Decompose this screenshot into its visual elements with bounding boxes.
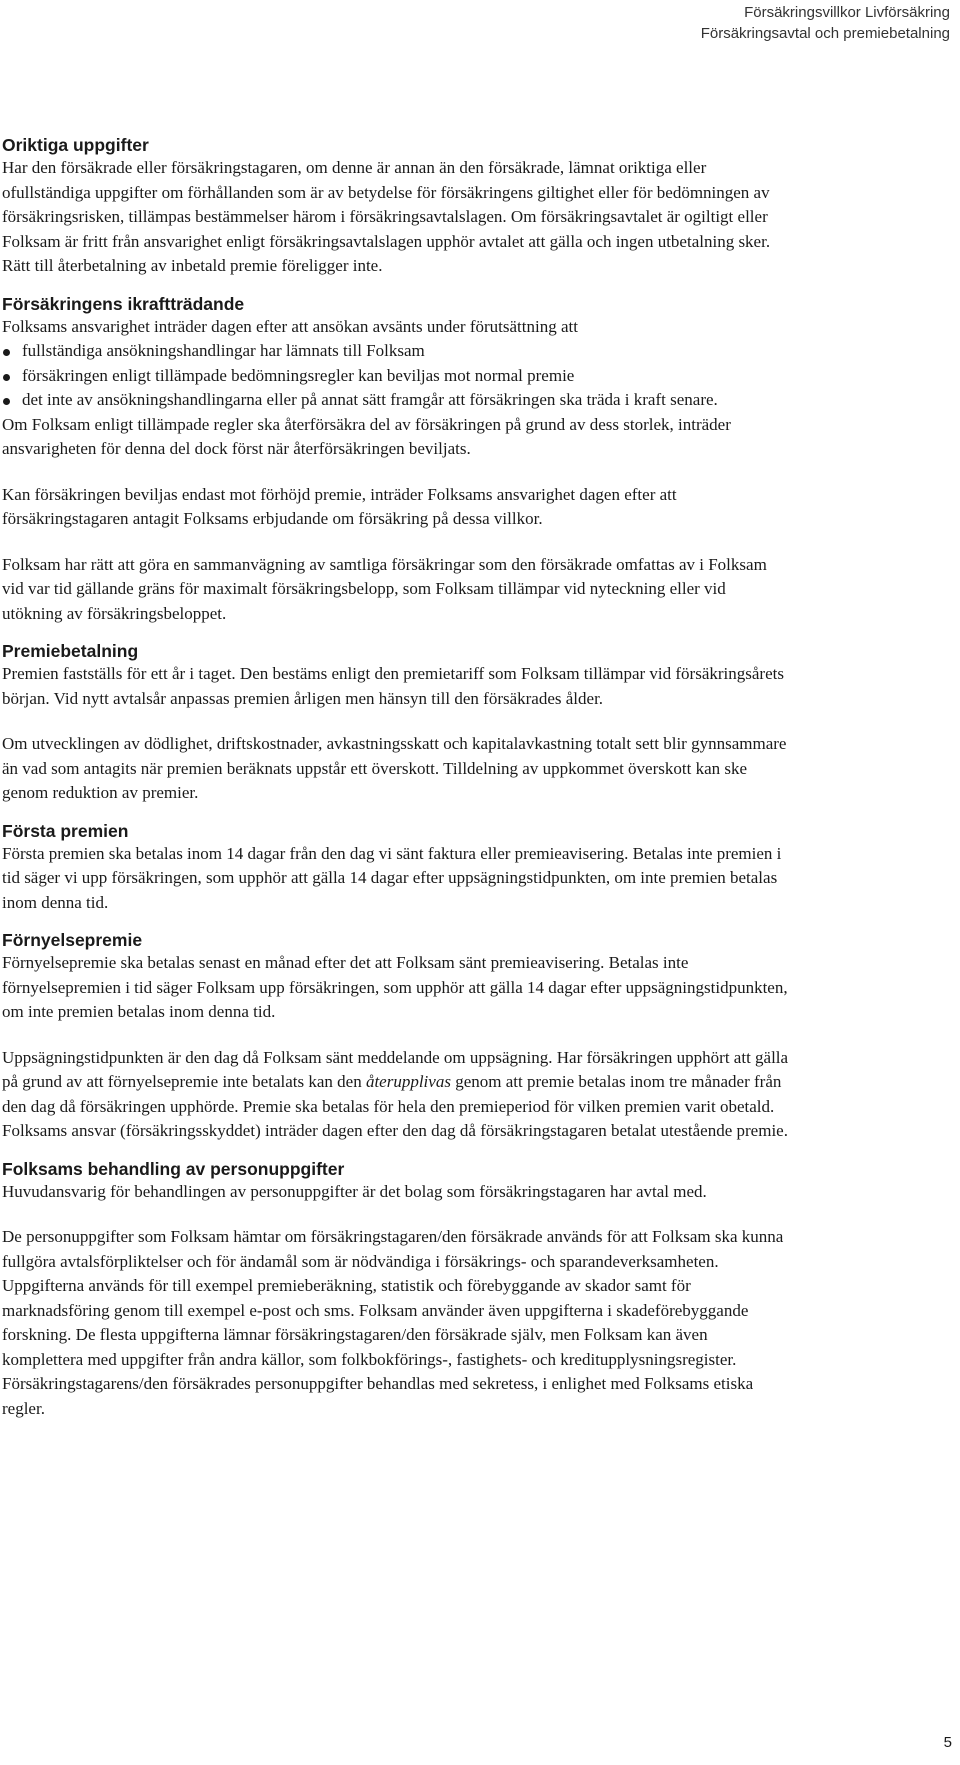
paragraph: Folksam har rätt att göra en sammanvägning av samtliga försäkringar som den försäkrade omfattas av i Folksam vid var tid gällande gräns för maximalt försäkringsbelopp, som Folksam tillämpar vid nyteckning eller vid utökning av försäkringsbeloppet. <box>2 554 767 623</box>
list-item-text: försäkringen enligt tillämpade bedömningsregler kan beviljas mot normal premie <box>22 365 575 385</box>
header-section-title: Försäkringsavtal och premiebetalning <box>700 25 950 42</box>
paragraph-text: Uppsägningstidpunkten är den dag då Folksam sänt meddelande om uppsägning. Har försäkringen upphört att gälla på grund av att förnyelsepremie inte betalats kan den <box>2 1047 789 1091</box>
heading-forsta-premien: Första premien <box>2 820 129 841</box>
emphasized-term: återupplivas <box>365 1072 451 1091</box>
paragraph: Om Folksam enligt tillämpade regler ska återförsäkra del av försäkringen på grund av dess storlek, inträder ansvarigheten för denna del dock först när återförsäkringen beviljats. <box>2 414 731 458</box>
page-number: 5 <box>943 1734 952 1751</box>
heading-fornyelsepremie: Förnyelsepremie <box>2 930 143 950</box>
paragraph: Första premien ska betalas inom 14 dagar från den dag vi sänt faktura eller premieavisering. Betalas inte premien i tid säger vi upp försäkringen, som upphör att gälla 14 dagar efter uppsägningstidpunkten, om inte premien betalas inom denna tid. <box>2 843 782 912</box>
heading-personuppgifter: Folksams behandling av personuppgifter <box>2 1158 345 1179</box>
section-fornyelsepremie <box>2 929 790 1144</box>
paragraph: De personuppgifter som Folksam hämtar om försäkringstagaren/den försäkrade används för att Folksam ska kunna fullgöra avtalsförpliktelser och för ändamål som är nödvändiga i försäkrings- och sparandeverksamheten. Uppgifterna används för till exempel premieberäkning, statistik och förebyggande av skador samt för marknadsföring genom till exempel e-post och sms. Folksam använder även uppgifterna i skadeförebyggande forskning. De flesta uppgifterna lämnar försäkringstagaren/den försäkrade själv, men Folksam kan även komplettera med uppgifter från andra källor, som folkbokförings-, fastighets- och kreditupplysningsregister. Försäkringstagarens/den försäkrades personuppgifter behandlas med sekretess, i enlighet med Folksams etiska regler. <box>2 1227 784 1418</box>
paragraph: Förnyelsepremie ska betalas senast en månad efter det att Folksam sänt premieavisering. Betalas inte förnyelsepremien i tid säger Folksam upp försäkringen, som upphör att gälla 14 dagar efter uppsägningstidpunkten, om inte premien betalas inom denna tid. <box>2 953 788 1021</box>
heading-oriktiga-uppgifter: Oriktiga uppgifter <box>2 135 149 155</box>
section-forsta-premien <box>2 820 790 916</box>
paragraph <box>2 1046 790 1144</box>
bullet-icon <box>3 398 10 405</box>
heading-premiebetalning: Premiebetalning <box>2 641 139 661</box>
document-body <box>2 134 790 1421</box>
paragraph: Kan försäkringen beviljas endast mot förhöjd premie, inträder Folksams ansvarighet dagen efter att försäkringstagaren antagit Folksams erbjudande om försäkring på dessa villkor. <box>2 484 677 528</box>
bullet-icon <box>3 349 10 356</box>
section-oriktiga-uppgifter <box>2 134 790 279</box>
paragraph: Premien fastställs för ett år i taget. Den bestäms enligt den premietariff som Folksam tillämpar vid försäkringsårets början. Vid nytt avtalsår anpassas premien årligen men hänsyn till den försäkrades ålder. <box>2 664 784 708</box>
paragraph: Huvudansvarig för behandlingen av personuppgifter är det bolag som försäkringstagaren har avtal med. <box>2 1181 707 1201</box>
section-personuppgifter <box>2 1158 790 1422</box>
list-item <box>2 388 790 413</box>
paragraph: Om utvecklingen av dödlighet, driftskostnader, avkastningsskatt och kapitalavkastning totalt sett blir gynnsammare än vad som antagits när premien beräknats uppstår ett överskott. Tilldelning av uppkommet överskott kan ske genom reduktion av premier. <box>2 734 787 802</box>
heading-ikrafttradande: Försäkringens ikraftträdande <box>2 293 245 314</box>
section-ikrafttradande <box>2 293 790 627</box>
paragraph-text: genom att premie betalas inom tre månader från den dag då försäkringen upphörde. Premie ska betalas för hela den premieperiod för vilken premien varit obetald. Folksams ansvar (försäkringsskyddet) inträder dagen efter den dag då försäkringstagaren betalat utestående premie. <box>2 1072 788 1140</box>
bullet-icon <box>3 374 10 381</box>
list-item <box>2 364 790 389</box>
list-item-text: det inte av ansökningshandlingarna eller på annat sätt framgår att försäkringen ska träda i kraft senare. <box>22 390 718 409</box>
page-header <box>701 2 950 44</box>
paragraph: Folksams ansvarighet inträder dagen efter att ansökan avsänts under förutsättning att <box>2 316 578 336</box>
list-item <box>2 339 790 364</box>
section-premiebetalning <box>2 640 790 806</box>
header-document-title: Försäkringsvillkor Livförsäkring <box>744 4 950 21</box>
bullet-list <box>2 339 790 413</box>
paragraph: Har den försäkrade eller försäkringstagaren, om denne är annan än den försäkrade, lämnat oriktiga eller ofullständiga uppgifter om förhållanden som är av betydelse för försäkringens giltighet eller för bedömningen av försäkringsrisken, tillämpas bestämmelser härom i försäkringsavtalslagen. Om försäkringsavtalet är ogiltigt eller Folksam är fritt från ansvarighet enligt försäkringsavtalslagen upphör avtalet att gälla och ingen utbetalning sker. Rätt till återbetalning av inbetald premie föreligger inte. <box>2 158 771 275</box>
list-item-text: fullständiga ansökningshandlingar har lämnats till Folksam <box>22 341 425 360</box>
